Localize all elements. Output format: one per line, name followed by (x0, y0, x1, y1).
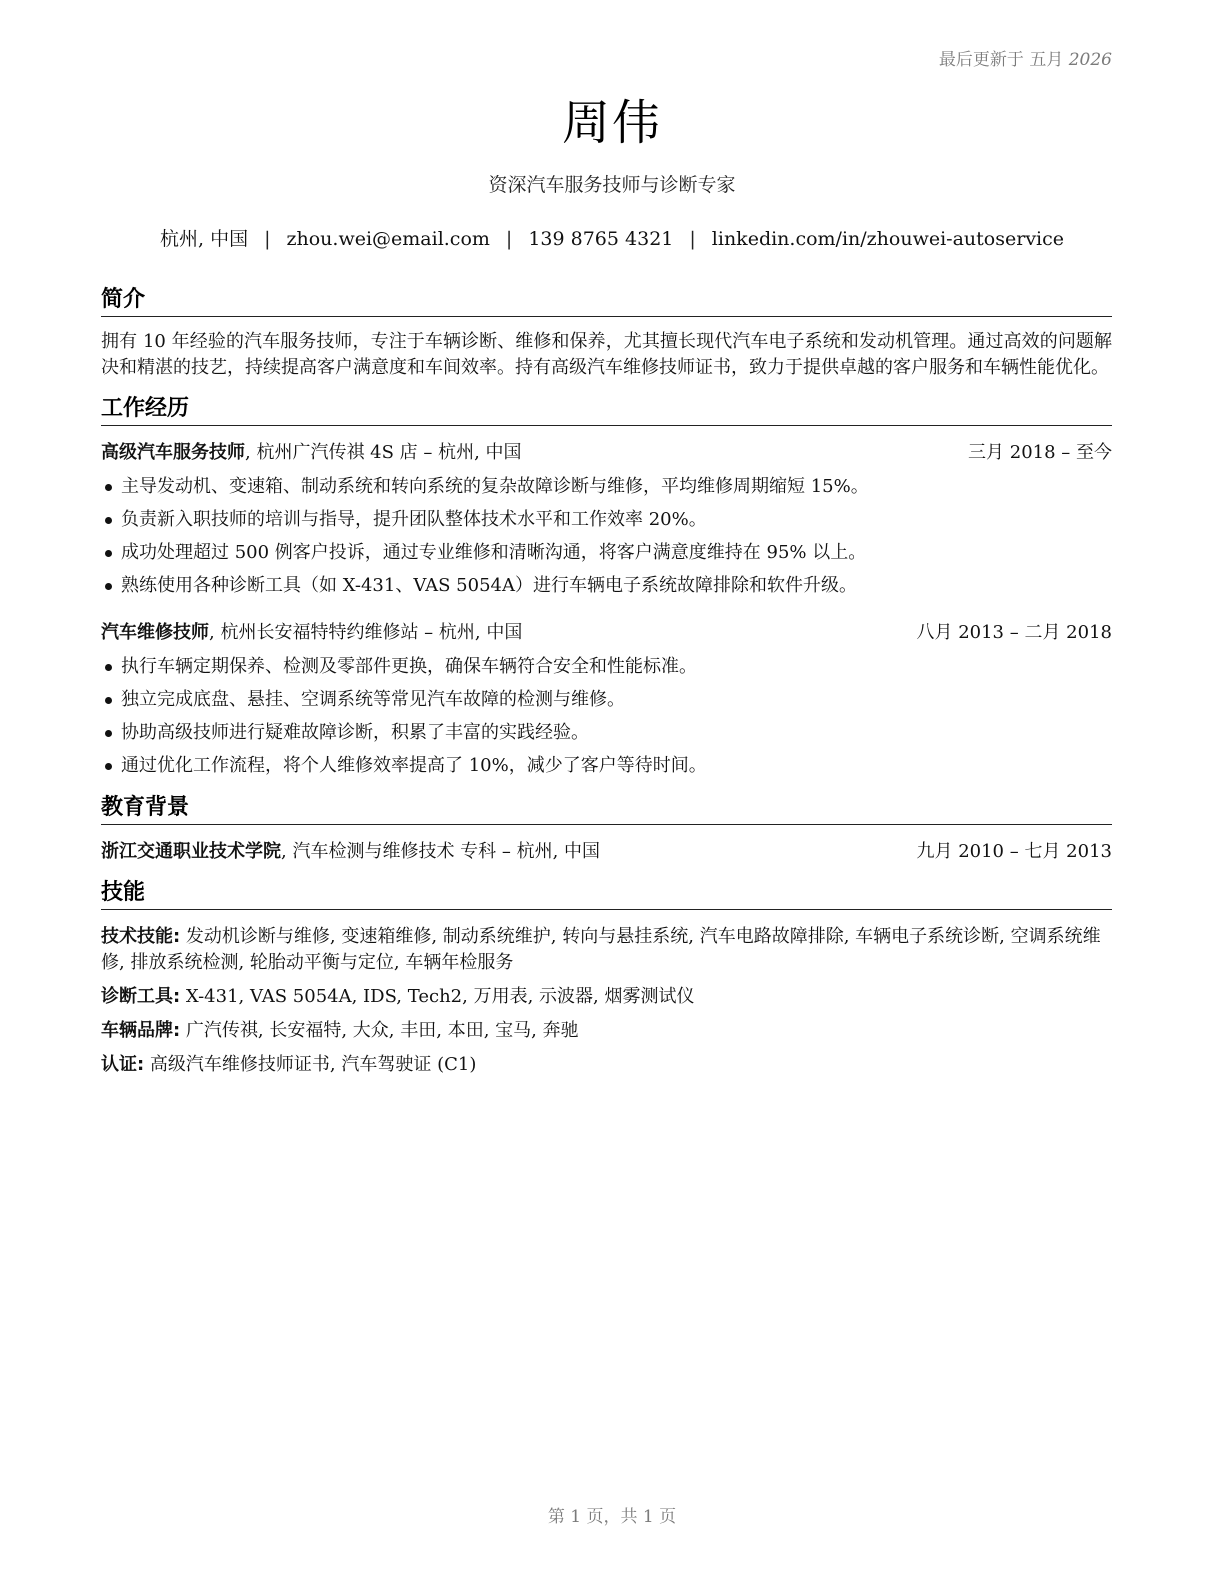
skill-label: 车辆品牌: (101, 1020, 181, 1041)
job-role-line (101, 620, 522, 646)
skill-label: 诊断工具: (101, 986, 181, 1007)
skill-value: X-431, VAS 5054A, IDS, Tech2, 万用表, 示波器, 烟雾测试仪 (180, 986, 695, 1007)
contact-separator: | (505, 228, 513, 250)
contact-linkedin[interactable]: linkedin.com/in/zhouwei-autoservice (711, 228, 1065, 250)
job-bullets (101, 650, 1112, 782)
job-bullet: 负责新入职技师的培训与指导，提升团队整体技术水平和工作效率 20%。 (101, 503, 1112, 536)
education-detail: , 汽车检测与维修技术 专科 – 杭州, 中国 (281, 841, 601, 862)
job-bullets (101, 470, 1112, 602)
skill-value: 高级汽车维修技师证书, 汽车驾驶证 (C1) (144, 1054, 477, 1075)
job-org: , 杭州长安福特特约维修站 – 杭州, 中国 (209, 622, 523, 643)
job-entry (101, 440, 1112, 602)
job-org: , 杭州广汽传祺 4S 店 – 杭州, 中国 (245, 442, 522, 463)
skill-row (101, 984, 1112, 1010)
job-dates: 三月 2018 – 至今 (968, 442, 1112, 463)
education-heading: 教育背景 (101, 794, 1112, 825)
last-updated-year: 2026 (1068, 50, 1112, 70)
education-school: 浙江交通职业技术学院 (101, 841, 281, 862)
contact-location: 杭州, 中国 (159, 228, 249, 250)
skill-label: 技术技能: (101, 926, 181, 947)
contact-separator: | (264, 228, 271, 250)
job-entry (101, 620, 1112, 782)
skill-label: 认证: (101, 1054, 145, 1075)
job-bullet: 熟练使用各种诊断工具（如 X-431、VAS 5054A）进行车辆电子系统故障排除和软件升级。 (101, 569, 1112, 602)
skill-row (101, 924, 1112, 976)
job-bullet: 执行车辆定期保养、检测及零部件更换，确保车辆符合安全和性能标准。 (101, 650, 1112, 683)
contact-email[interactable]: zhou.wei@email.com (286, 228, 490, 250)
job-bullet: 主导发动机、变速箱、制动系统和转向系统的复杂故障诊断与维修，平均维修周期缩短 15%。 (101, 470, 1112, 503)
contact-phone[interactable]: 139 8765 4321 (528, 228, 674, 250)
skills-heading: 技能 (101, 879, 1112, 910)
job-header (101, 620, 1112, 646)
resume-content (101, 276, 1112, 1078)
page-footer: 第 1 页，共 1 页 (547, 1507, 677, 1527)
skill-row (101, 1052, 1112, 1078)
job-header (101, 440, 1112, 466)
job-bullet: 协助高级技师进行疑难故障诊断，积累了丰富的实践经验。 (101, 716, 1112, 749)
job-role: 高级汽车服务技师 (101, 442, 245, 463)
last-updated (939, 45, 1112, 70)
candidate-title: 资深汽车服务技师与诊断专家 (488, 174, 736, 196)
job-bullet: 通过优化工作流程，将个人维修效率提高了 10%，减少了客户等待时间。 (101, 749, 1112, 782)
education-dates: 九月 2010 – 七月 2013 (916, 841, 1112, 862)
job-dates: 八月 2013 – 二月 2018 (916, 622, 1112, 643)
experience-heading: 工作经历 (101, 395, 1112, 426)
job-bullet: 成功处理超过 500 例客户投诉，通过专业维修和清晰沟通，将客户满意度维持在 95% 以上。 (101, 536, 1112, 569)
contact-line (0, 224, 1224, 251)
summary-heading: 简介 (101, 286, 1112, 317)
candidate-name: 周伟 (561, 95, 662, 151)
summary-text: 拥有 10 年经验的汽车服务技师，专注于车辆诊断、维修和保养，尤其擅长现代汽车电子系统和发动机管理。通过高效的问题解决和精湛的技艺，持续提高客户满意度和车间效率。持有高级汽车维修技师证书，致力于提供卓越的客户服务和车辆性能优化。 (101, 331, 1112, 378)
education-line (101, 839, 600, 865)
job-bullet: 独立完成底盘、悬挂、空调系统等常见汽车故障的检测与维修。 (101, 683, 1112, 716)
skills-list (101, 924, 1112, 1078)
contact-separator: | (689, 228, 696, 250)
education-entry (101, 839, 1112, 865)
last-updated-label: 最后更新于 五月 (938, 50, 1069, 70)
job-role: 汽车维修技师 (101, 622, 209, 643)
job-role-line (101, 440, 522, 466)
skill-value: 广汽传祺, 长安福特, 大众, 丰田, 本田, 宝马, 奔驰 (180, 1020, 579, 1041)
skill-row (101, 1018, 1112, 1044)
skill-value: 发动机诊断与维修, 变速箱维修, 制动系统维护, 转向与悬挂系统, 汽车电路故障排除, 车辆电子系统诊断, 空调系统维修, 排放系统检测, 轮胎动平衡与定位, 车辆年检服务 (101, 926, 1101, 973)
